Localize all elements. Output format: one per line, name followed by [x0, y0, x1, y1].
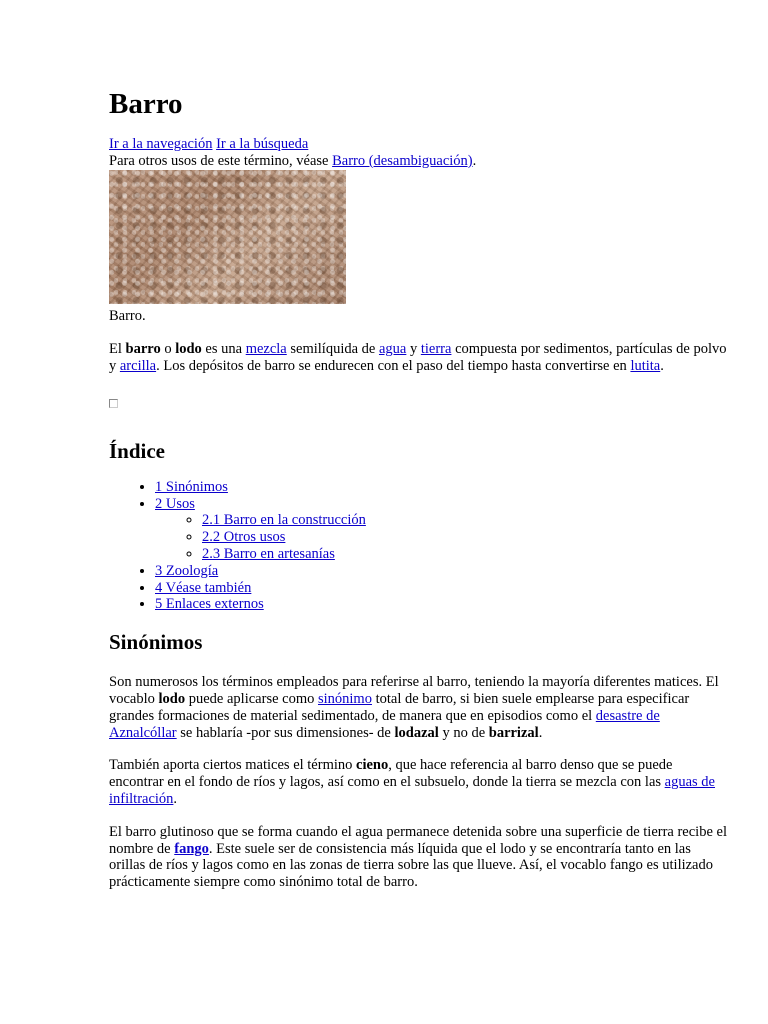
toc-item — [155, 496, 728, 563]
link-tierra[interactable]: tierra — [420, 341, 452, 358]
p1-bold-barrizal: barrizal — [488, 724, 539, 741]
intro-text-8: . — [660, 358, 664, 375]
toc-subitem — [202, 512, 728, 529]
sinonimos-paragraph-3 — [109, 824, 728, 891]
toc-item — [155, 563, 728, 580]
p1-text-2: puede aplicarse como — [185, 690, 318, 707]
toc-toggle-checkbox[interactable] — [109, 399, 118, 408]
mud-image[interactable] — [109, 170, 346, 304]
intro-bold-barro: barro — [125, 341, 161, 358]
link-arcilla[interactable]: arcilla — [119, 358, 157, 375]
intro-paragraph — [109, 341, 728, 375]
toc-link-otros-usos[interactable]: 2.2 Otros usos — [202, 529, 286, 546]
p1-text-4: se hablaría -por sus dimensiones- de — [176, 724, 395, 741]
toc-subitem — [202, 529, 728, 546]
toc-item — [155, 479, 728, 496]
intro-text-1: El — [109, 341, 126, 358]
image-caption: Barro. — [109, 307, 146, 324]
sinonimos-paragraph-1 — [109, 674, 728, 741]
sinonimos-paragraph-2 — [109, 757, 728, 807]
p3-text-2: . Este suele ser de consistencia más líquida que el lodo y se encontraría tanto en las orillas de ríos y lagos como en las zonas de tierra sobre las que llueve. Así, el vocablo fango es utilizado prácticamente siempre como sinónimo total de barro. — [109, 840, 713, 891]
jump-to-navigation-link[interactable]: Ir a la navegación — [109, 136, 213, 152]
disambiguation-link[interactable]: Barro (desambiguación) — [332, 152, 473, 169]
link-aguas-infiltracion[interactable]: aguas de infiltración — [109, 774, 715, 807]
link-desastre-aznalcollar[interactable]: desastre de Aznalcóllar — [109, 707, 660, 741]
toc-link-vease-tambien[interactable]: 4 Véase también — [155, 579, 252, 596]
jump-links — [109, 136, 728, 153]
jump-to-search-link[interactable]: Ir a la búsqueda — [216, 136, 309, 152]
intro-text-6: compuesta por sedimentos, partículas de polvo y — [109, 341, 727, 375]
toc-subitem — [202, 546, 728, 563]
link-fango[interactable]: fango — [174, 840, 209, 857]
link-sinonimo[interactable]: sinónimo — [317, 690, 372, 707]
toc-item — [155, 580, 728, 597]
toc-link-usos[interactable]: 2 Usos — [155, 495, 195, 512]
hatnote — [109, 153, 728, 170]
p1-bold-lodo: lodo — [158, 690, 186, 707]
hatnote-prefix: Para otros usos de este término, véase — [109, 152, 333, 169]
intro-text-2: o — [160, 341, 176, 358]
page-title: Barro — [109, 88, 183, 120]
intro-text-5: y — [406, 341, 421, 358]
hatnote-suffix: . — [472, 152, 477, 169]
toc-item — [155, 596, 728, 613]
toc-link-artesanias[interactable]: 2.3 Barro en artesanías — [202, 545, 335, 562]
toc-sublist — [155, 512, 728, 562]
intro-bold-lodo: lodo — [175, 341, 202, 358]
link-mezcla[interactable]: mezcla — [245, 341, 287, 358]
p2-bold-cieno: cieno — [356, 757, 389, 774]
intro-text-7: . Los depósitos de barro se endurecen con el paso del tiempo hasta convertirse en — [156, 358, 631, 375]
p2-text-1: También aporta ciertos matices el término — [109, 757, 357, 774]
p1-text-6: . — [538, 724, 543, 741]
section-heading-sinonimos: Sinónimos — [109, 630, 203, 655]
p1-text-3: total de barro, si bien suele emplearse para especificar grandes formaciones de material sedimentado, de manera que en episodios como el — [109, 690, 690, 724]
toc-list — [109, 479, 728, 613]
toc-link-enlaces-externos[interactable]: 5 Enlaces externos — [155, 596, 264, 613]
p1-text-1: Son numerosos los términos empleados para referirse al barro, teniendo la mayoría diferentes matices. El vocablo — [109, 674, 719, 707]
toc-link-sinonimos[interactable]: 1 Sinónimos — [155, 478, 228, 495]
p1-bold-lodazal: lodazal — [394, 724, 439, 741]
intro-text-4: semilíquida de — [286, 341, 379, 358]
toc-link-zoologia[interactable]: 3 Zoología — [155, 562, 219, 579]
link-lutita[interactable]: lutita — [630, 358, 661, 375]
toc-link-construccion[interactable]: 2.1 Barro en la construcción — [202, 512, 366, 529]
link-agua[interactable]: agua — [378, 341, 407, 358]
p1-text-5: y no de — [438, 724, 489, 741]
p2-text-2: , que hace referencia al barro denso que se puede encontrar en el fondo de ríos y lagos, así como en el subsuelo, donde la tierra se mezcla con las — [109, 757, 673, 791]
p2-text-3: . — [173, 790, 178, 807]
intro-text-3: es una — [201, 341, 246, 358]
p3-text-1: El barro glutinoso que se forma cuando el agua permanece detenida sobre una superficie de tierra recibe el nombre de — [109, 823, 727, 857]
toc-heading: Índice — [109, 438, 166, 463]
